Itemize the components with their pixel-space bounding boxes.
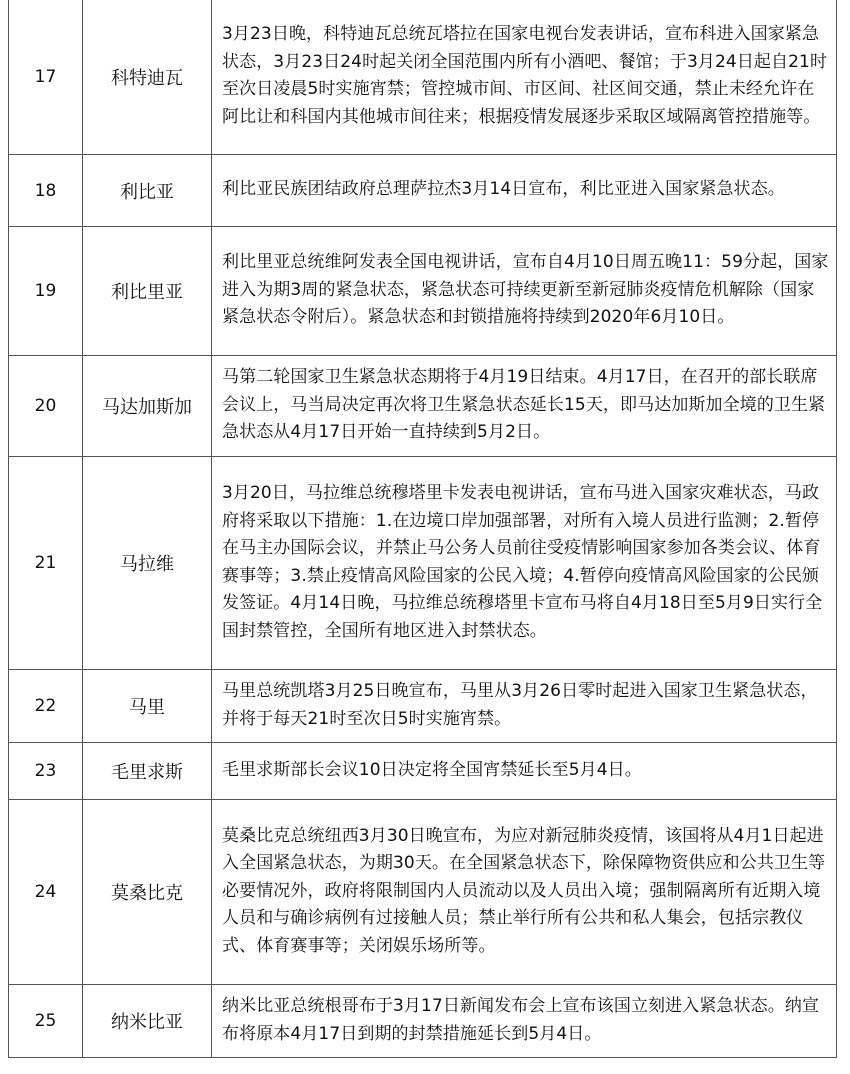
table-row (9, 985, 837, 1058)
measures-text: 莫桑比克总统纽西3月30日晚宣布，为应对新冠肺炎疫情，该国将从4月1日起进入全国紧急状态，为期30天。在全国紧急状态下，除保障物资供应和公共卫生等必要情况外，政府将限制国内人员流动以及人员出入境；强制隔离所有近期入境人员和与确诊病例有过接触人员；禁止举行所有公共和私人集会，包括宗教仪式、体育赛事等；关闭娱乐场所等。 (212, 800, 837, 985)
table-row (9, 800, 837, 985)
country-name: 马拉维 (83, 457, 212, 670)
country-name: 纳米比亚 (83, 985, 212, 1058)
country-name: 科特迪瓦 (83, 0, 212, 155)
table-row (9, 227, 837, 356)
measures-text: 马第二轮国家卫生紧急状态期将于4月19日结束。4月17日，在召开的部长联席会议上，马当局决定再次将卫生紧急状态延长15天，即马达加斯加全境的卫生紧急状态从4月17日开始一直持续到5月2日。 (212, 356, 837, 457)
country-name: 马里 (83, 670, 212, 743)
country-measures-table (8, 0, 837, 1058)
row-number: 24 (9, 800, 83, 985)
table-row (9, 155, 837, 227)
measures-text: 3月23日晚，科特迪瓦总统瓦塔拉在国家电视台发表讲话，宣布科进入国家紧急状态，3月23日24时起关闭全国范围内所有小酒吧、餐馆；于3月24日起自21时至次日凌晨5时实施宵禁；管控城市间、市区间、社区间交通，禁止未经允许在阿比让和科国内其他城市间往来；根据疫情发展逐步采取区域隔离管控措施等。 (212, 0, 837, 155)
measures-text: 毛里求斯部长会议10日决定将全国宵禁延长至5月4日。 (212, 743, 837, 800)
table-row (9, 356, 837, 457)
table-row (9, 743, 837, 800)
country-name: 马达加斯加 (83, 356, 212, 457)
measures-text: 3月20日，马拉维总统穆塔里卡发表电视讲话，宣布马进入国家灾难状态，马政府将采取以下措施：1.在边境口岸加强部署，对所有入境人员进行监测；2.暂停在马主办国际会议，并禁止马公务人员前往受疫情影响国家参加各类会议、体育赛事等；3.禁止疫情高风险国家的公民入境；4.暂停向疫情高风险国家的公民颁发签证。4月14日晚，马拉维总统穆塔里卡宣布马将自4月18日至5月9日实行全国封禁管控，全国所有地区进入封禁状态。 (212, 457, 837, 670)
row-number: 21 (9, 457, 83, 670)
measures-text: 纳米比亚总统根哥布于3月17日新闻发布会上宣布该国立刻进入紧急状态。纳宣布将原本4月17日到期的封禁措施延长到5月4日。 (212, 985, 837, 1058)
row-number: 18 (9, 155, 83, 227)
row-number: 22 (9, 670, 83, 743)
table-row (9, 670, 837, 743)
measures-text: 马里总统凯塔3月25日晚宣布，马里从3月26日零时起进入国家卫生紧急状态，并将于每天21时至次日5时实施宵禁。 (212, 670, 837, 743)
table-row (9, 457, 837, 670)
country-name: 毛里求斯 (83, 743, 212, 800)
measures-text: 利比亚民族团结政府总理萨拉杰3月14日宣布，利比亚进入国家紧急状态。 (212, 155, 837, 227)
row-number: 25 (9, 985, 83, 1058)
country-name: 莫桑比克 (83, 800, 212, 985)
row-number: 20 (9, 356, 83, 457)
table-row (9, 0, 837, 155)
row-number: 17 (9, 0, 83, 155)
row-number: 23 (9, 743, 83, 800)
row-number: 19 (9, 227, 83, 356)
country-name: 利比亚 (83, 155, 212, 227)
country-name: 利比里亚 (83, 227, 212, 356)
measures-text: 利比里亚总统维阿发表全国电视讲话，宣布自4月10日周五晚11：59分起，国家进入为期3周的紧急状态，紧急状态可持续更新至新冠肺炎疫情危机解除（国家紧急状态令附后）。紧急状态和封锁措施将持续到2020年6月10日。 (212, 227, 837, 356)
